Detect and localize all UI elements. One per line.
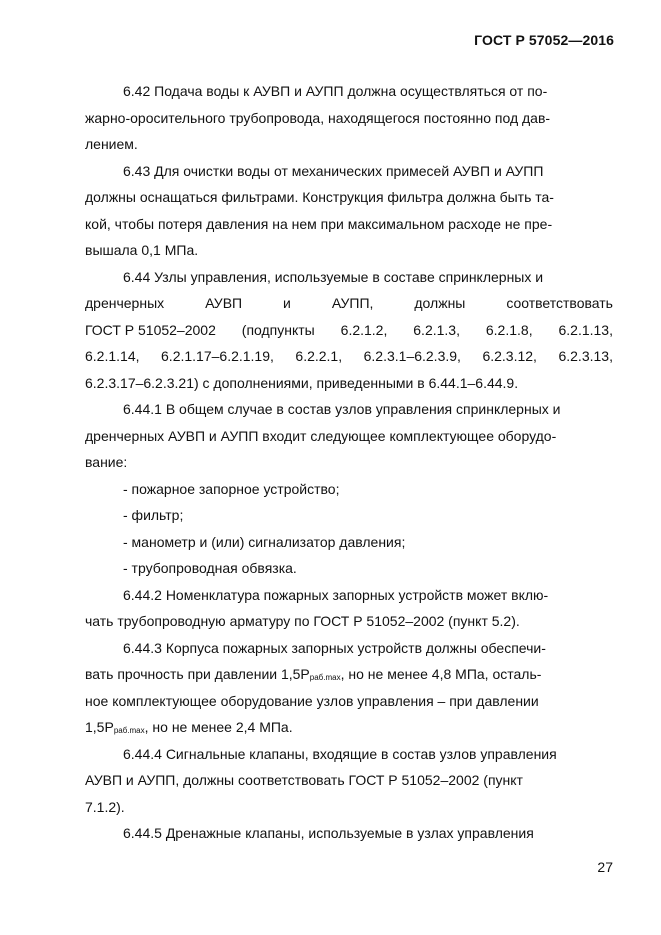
subscript: раб.max	[113, 726, 145, 735]
text-run: , но не менее 4,8 МПа, осталь-	[340, 666, 542, 682]
word: АУВП	[205, 295, 243, 311]
paragraph-6-44-1-line-3: вание:	[85, 454, 128, 470]
paragraph-6-44-5-line-1	[85, 820, 613, 847]
text-run: 1,5P	[85, 719, 114, 735]
word: должны	[414, 295, 466, 311]
text-run: , но не менее 2,4 МПа.	[144, 719, 293, 735]
paragraph-6-44-2-line-2: чать трубопроводную арматуру по ГОСТ Р 51052–2002 (пункт 5.2).	[85, 613, 520, 629]
paragraph-6-44-4-line-2	[85, 767, 613, 794]
paragraph-6-44-3-line-1	[85, 635, 613, 662]
paragraph-6-43-line-4: вышала 0,1 МПа.	[85, 242, 199, 258]
text-run: 6.44 Узлы управления, используемые в составе спринклерных и	[123, 268, 544, 285]
text-run: 6.44.4 Сигнальные клапаны, входящие в состав узлов управления	[123, 745, 557, 762]
word: (подпункты	[241, 321, 315, 338]
text-run: жарно-оросительного трубопровода, находящегося постоянно под дав-	[85, 109, 551, 126]
paragraph-6-44-3-line-2	[85, 661, 613, 688]
list-item: - пожарное запорное устройство;	[123, 480, 340, 497]
word: 6.2.1.14,	[85, 348, 140, 364]
word: 6.2.3.1–6.2.3.9,	[363, 348, 461, 364]
paragraph-6-43-line-3	[85, 211, 613, 238]
word: соответствовать	[506, 295, 613, 311]
word: 6.2.3.12,	[482, 348, 537, 364]
list-item: - манометр и (или) сигнализатор давления;	[123, 533, 406, 550]
paragraph-6-44-1-line-2	[85, 423, 613, 450]
word: ГОСТ Р 51052–2002	[85, 321, 216, 338]
text-run: вать прочность при давлении 1,5P	[85, 666, 310, 682]
paragraph-6-42-line-1	[85, 78, 613, 105]
paragraph-6-43-line-1	[85, 158, 613, 185]
paragraph-6-44-line-1	[85, 264, 613, 291]
word: 6.2.1.8,	[485, 321, 533, 338]
subscript: раб.max	[309, 673, 341, 682]
paragraph-6-44-4-line-1	[85, 741, 613, 768]
word: 6.2.1.13,	[558, 321, 613, 338]
word: дренчерных	[85, 295, 165, 311]
text-run: АУВП и АУПП, должны соответствовать ГОСТ Р 51052–2002 (пункт	[85, 772, 523, 788]
word: 6.2.3.13,	[558, 348, 613, 364]
text-run	[85, 661, 541, 688]
paragraph-6-43-line-2	[85, 184, 613, 211]
paragraph-6-42-line-3: лением.	[85, 136, 138, 152]
document-header: ГОСТ Р 57052—2016	[474, 32, 614, 48]
list-item: - трубопроводная обвязка.	[123, 560, 297, 576]
text-run: ное комплектующее оборудование узлов управления – при давлении	[85, 692, 539, 709]
word: 6.2.1.2,	[340, 321, 388, 338]
paragraph-6-44-line-3	[85, 317, 613, 344]
paragraph-6-44-line-4	[85, 343, 613, 370]
text-run: должны оснащаться фильтрами. Конструкция фильтра должна быть та-	[85, 189, 554, 205]
paragraph-6-44-2-line-1	[85, 582, 613, 609]
text-run: 6.44.5 Дренажные клапаны, используемые в узлах управления	[123, 825, 534, 841]
text-run: 6.44.1 В общем случае в состав узлов управления спринклерных и	[123, 401, 561, 417]
text-run: 6.44.3 Корпуса пожарных запорных устройств должны обеспечи-	[123, 639, 546, 656]
page-number: 27	[597, 859, 613, 875]
word: и	[283, 295, 291, 311]
word: 6.2.1.17–6.2.1.19,	[161, 348, 274, 364]
text-run: дренчерных АУВП и АУПП входит следующее комплектующее оборудо-	[85, 427, 557, 444]
paragraph-6-44-1-line-1	[85, 396, 613, 423]
paragraph-6-44-line-2	[85, 290, 613, 317]
word: 6.2.1.3,	[413, 321, 460, 338]
text-run: 6.43 Для очистки воды от механических примесей АУВП и АУПП	[123, 162, 544, 179]
text-run: 6.44.2 Номенклатура пожарных запорных устройств может вклю-	[123, 586, 549, 603]
word: 6.2.2.1,	[295, 348, 343, 364]
word: АУПП,	[331, 295, 374, 311]
paragraph-6-44-3-line-4	[85, 714, 613, 741]
text-run: кой, чтобы потеря давления на нем при максимальном расходе не пре-	[85, 215, 553, 232]
paragraph-6-44-4-line-3: 7.1.2).	[85, 798, 125, 815]
text-run: 6.42 Подача воды к АУВП и АУПП должна осуществляться от по-	[123, 83, 548, 99]
document-body	[85, 78, 613, 847]
paragraph-6-42-line-2	[85, 105, 613, 132]
paragraph-6-44-line-5: 6.2.3.17–6.2.3.21) с дополнениями, приведенными в 6.44.1–6.44.9.	[85, 374, 519, 391]
paragraph-6-44-3-line-3	[85, 688, 613, 715]
list-item: - фильтр;	[123, 507, 184, 523]
